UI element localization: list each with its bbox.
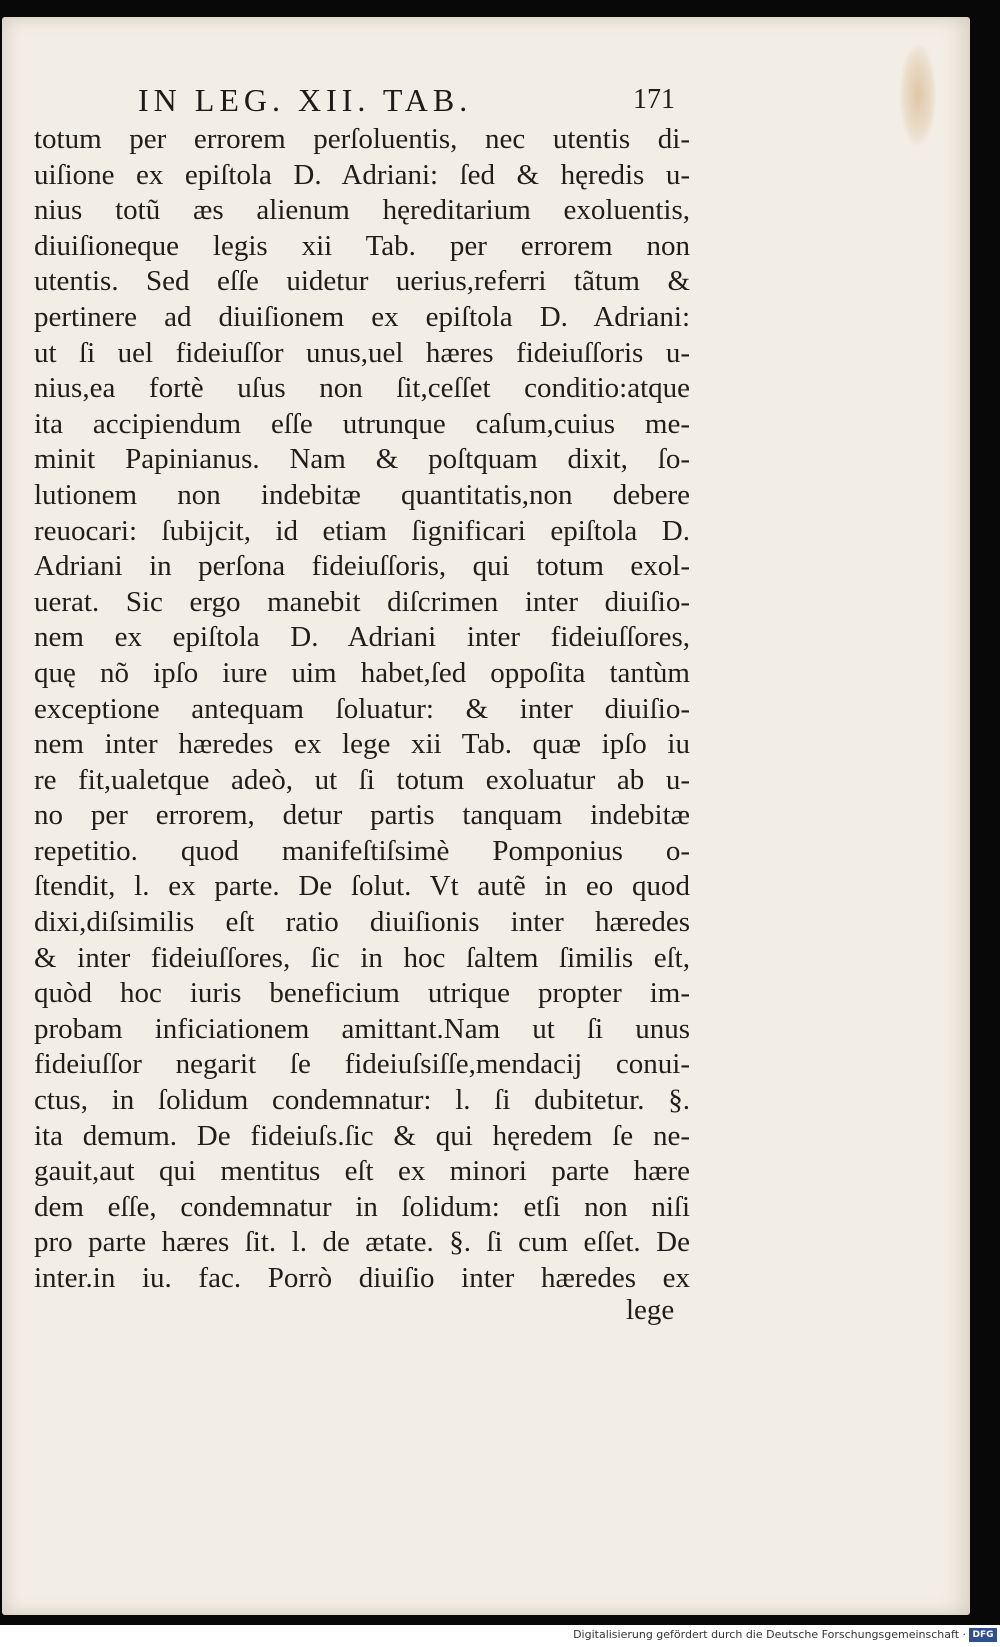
text-line: utentis. Sed eſſe uidetur uerius,referri tãtum & <box>34 265 690 298</box>
text-line: repetitio. quod manifeſtiſsimè Pomponius o- <box>34 834 690 867</box>
dfg-logo: DFG <box>969 1628 997 1642</box>
body-text <box>34 122 690 1297</box>
text-line: ita demum. De fideiuſs.ſic & qui hęredem ſe ne- <box>34 1119 690 1152</box>
text-line: gauit,aut qui mentitus eſt ex minori parte hære <box>34 1155 690 1188</box>
paper-stain <box>900 45 936 145</box>
text-line: pro parte hæres ſit. l. de ætate. §. ſi cum eſſet. De <box>34 1226 690 1259</box>
text-line: dixi,diſsimilis eſt ratio diuiſionis inter hæredes <box>34 906 690 939</box>
text-line: nius totũ æs alienum hęreditarium exoluentis, <box>34 194 690 227</box>
text-line: inter.in iu. fac. Porrò diuiſio inter hæredes ex <box>34 1262 690 1294</box>
text-line: & inter fideiuſſores, ſic in hoc ſaltem ſimilis eſt, <box>34 941 690 974</box>
text-line: reuocari: ſubijcit, id etiam ſignificari epiſtola D. <box>34 514 690 547</box>
text-line: uiſione ex epiſtola D. Adriani: ſed & hęredis u- <box>34 158 690 191</box>
text-line: uerat. Sic ergo manebit diſcrimen inter diuiſio- <box>34 585 690 618</box>
text-line: nem inter hæredes ex lege xii Tab. quæ ipſo iu <box>34 728 690 761</box>
text-line: no per errorem, detur partis tanquam indebitæ <box>34 799 690 832</box>
text-line: ſtendit, l. ex parte. De ſolut. Vt autẽ in eo quod <box>34 870 690 903</box>
text-line: exceptione antequam ſoluatur: & inter diuiſio- <box>34 692 690 725</box>
catchword: lege <box>626 1294 675 1326</box>
text-line: nius,ea fortè uſus non ſit,ceſſet conditio:atque <box>34 372 690 405</box>
page-number: 171 <box>633 84 675 115</box>
text-line: ctus, in ſolidum condemnatur: l. ſi dubitetur. §. <box>34 1084 690 1117</box>
text-line: diuiſioneque legis xii Tab. per errorem non <box>34 229 690 262</box>
text-line: lutionem non indebitæ quantitatis,non debere <box>34 478 690 511</box>
funding-credit: Digitalisierung gefördert durch die Deutsche Forschungsgemeinschaft · <box>573 1628 966 1641</box>
page-header <box>138 82 678 122</box>
text-line: ita accipiendum eſſe utrunque caſum,cuius me- <box>34 407 690 440</box>
text-line: pertinere ad diuiſionem ex epiſtola D. Adriani: <box>34 300 690 333</box>
text-line: quòd hoc iuris beneficium utrique propter im- <box>34 977 690 1010</box>
text-line: nem ex epiſtola D. Adriani inter fideiuſſores, <box>34 621 690 654</box>
text-line: totum per errorem perſoluentis, nec utentis di- <box>34 123 690 155</box>
text-line: probam inficiationem amittant.Nam ut ſi unus <box>34 1012 690 1045</box>
text-line: dem eſſe, condemnatur in ſolidum: etſi non niſi <box>34 1190 690 1223</box>
text-line: re fit,ualetque adeò, ut ſi totum exoluatur ab u- <box>34 763 690 796</box>
text-line: ut ſi uel fideiuſſor unus,uel hæres fideiuſſoris u- <box>34 336 690 369</box>
text-line: minit Papinianus. Nam & poſtquam dixit, ſo- <box>34 443 690 476</box>
text-line: fideiuſſor negarit ſe fideiuſsiſſe,mendacij conui- <box>34 1048 690 1081</box>
running-head: IN LEG. XII. TAB. <box>138 82 473 118</box>
text-line: quę nõ ipſo iure uim habet,ſed oppoſita tantùm <box>34 656 690 689</box>
text-line: Adriani in perſona fideiuſſoris, qui totum exol- <box>34 550 690 583</box>
footer-bar <box>0 1625 1000 1647</box>
